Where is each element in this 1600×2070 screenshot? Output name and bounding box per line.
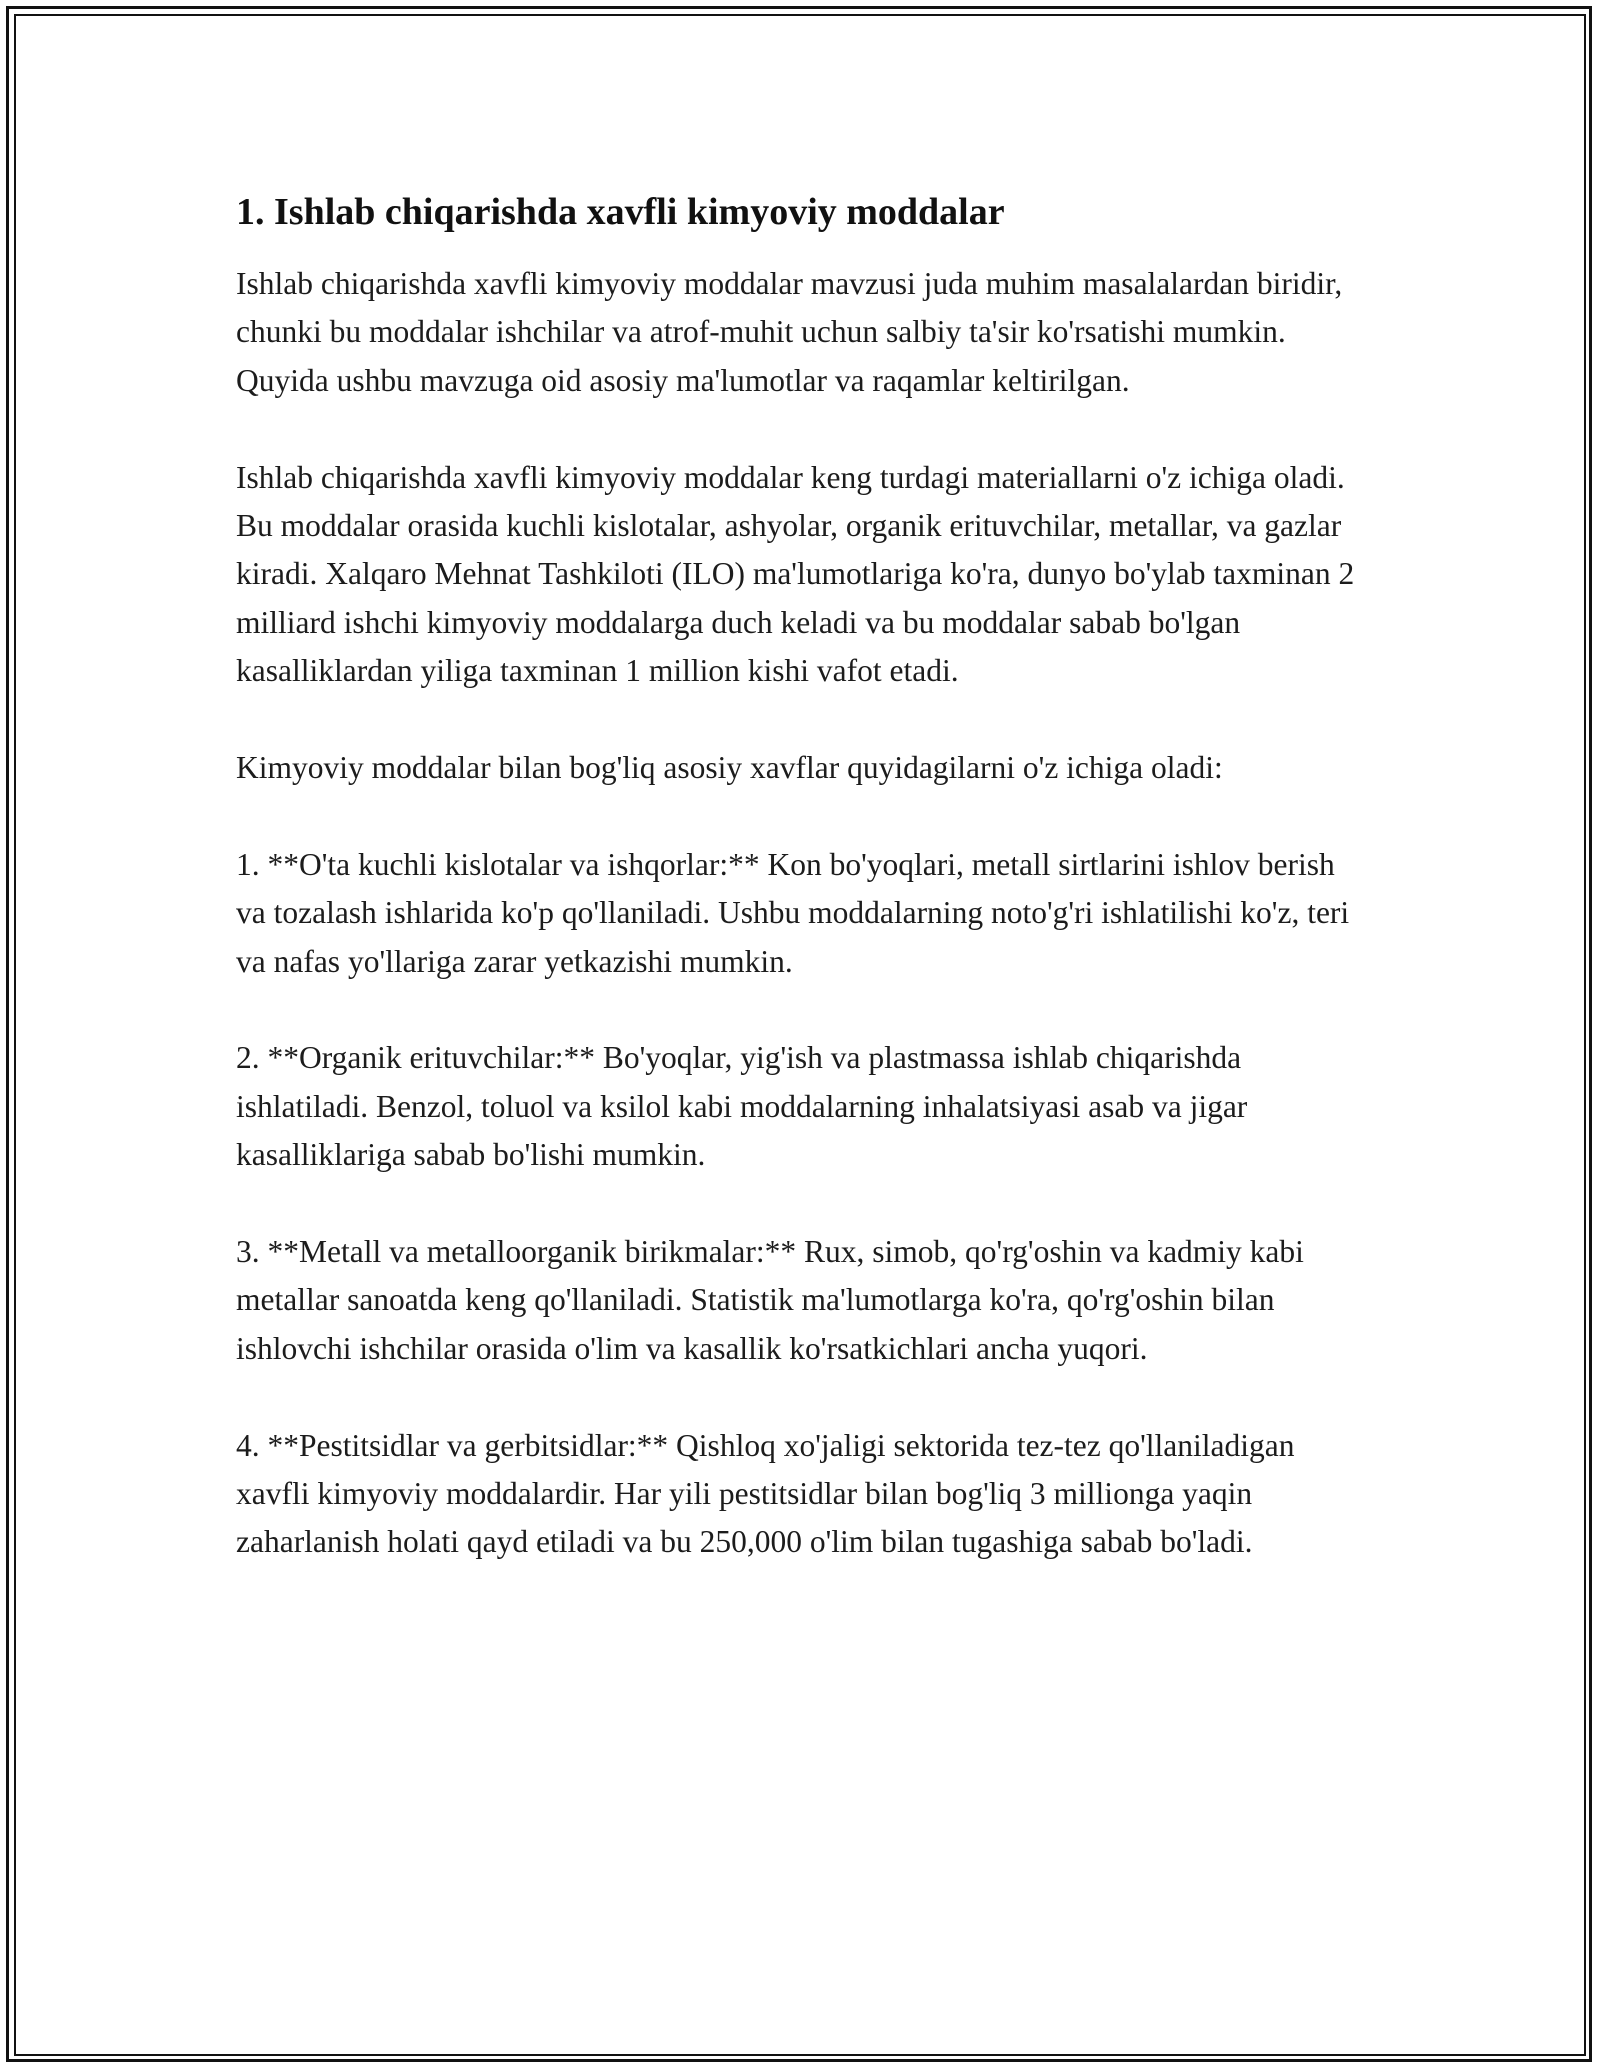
list-item-pesticides: 4. **Pestitsidlar va gerbitsidlar:** Qishloq xo'jaligi sektorida tez-tez qo'llaniladigan xavfli kimyoviy moddalardir. Har yili pestitsidlar bilan bog'liq 3 millionga yaqin zaharlanish holati qayd etiladi va bu 250,000 o'lim bilan tugashiga sabab bo'ladi. (236, 1427, 1295, 1560)
list-item-metals: 3. **Metall va metalloorganik birikmalar:** Rux, simob, qo'rg'oshin va kadmiy kabi metallar sanoatda keng qo'llaniladi. Statistik ma'lumotlarga ko'ra, qo'rg'oshin bilan ishlovchi ishchilar orasida o'lim va kasallik ko'rsatkichlari ancha yuqori. (236, 1234, 1304, 1366)
list-item-acids: 1. **O'ta kuchli kislotalar va ishqorlar:** Kon bo'yoqlari, metall sirtlarini ishlov berish va tozalash ishlarida ko'p qo'llaniladi. Ushbu moddalarning noto'g'ri ishlatilishi ko'z, teri va nafas yo'llariga zarar yetkazishi mumkin. (236, 846, 1350, 979)
list-item-solvents: 2. **Organik erituvchilar:** Bo'yoqlar, yig'ish va plastmassa ishlab chiqarishda ishlatiladi. Benzol, toluol va ksilol kabi moddalarning inhalatsiyasi asab va jigar kasalliklariga sabab bo'lishi mumkin. (236, 1040, 1248, 1173)
document-body (236, 188, 1366, 1615)
overview-paragraph: Ishlab chiqarishda xavfli kimyoviy moddalar keng turdagi materiallarni o'z ichiga oladi. Bu moddalar orasida kuchli kislotalar, ashyolar, organik erituvchilar, metallar, va gazlar kiradi. Xalqaro Mehnat Tashkiloti (ILO) ma'lumotlariga ko'ra, dunyo bo'ylab taxminan 2 milliard ishchi kimyoviy moddalarga duch keladi va bu moddalar sabab bo'lgan kasalliklardan yiliga taxminan 1 million kishi vafot etadi. (236, 459, 1355, 689)
intro-paragraph: Ishlab chiqarishda xavfli kimyoviy moddalar mavzusi juda muhim masalalardan biridir, chunki bu moddalar ishchilar va atrof-muhit uchun salbiy ta'sir ko'rsatishi mumkin. Quyida ushbu mavzuga oid asosiy ma'lumotlar va raqamlar keltirilgan. (236, 266, 1343, 398)
section-title: 1. Ishlab chiqarishda xavfli kimyoviy moddalar (236, 191, 1005, 233)
hazards-intro-paragraph: Kimyoviy moddalar bilan bog'liq asosiy xavflar quyidagilarni o'z ichiga oladi: (236, 750, 1223, 786)
